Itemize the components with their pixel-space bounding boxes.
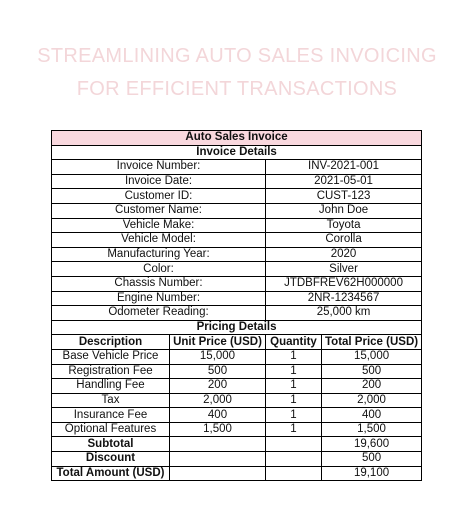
detail-row bbox=[52, 306, 422, 321]
detail-value[interactable]: Corolla bbox=[266, 233, 422, 248]
invoice-title: Auto Sales Invoice bbox=[52, 131, 422, 146]
pricing-row bbox=[52, 349, 422, 364]
detail-value[interactable]: CUST-123 bbox=[266, 189, 422, 204]
pricing-description[interactable]: Base Vehicle Price bbox=[52, 349, 170, 364]
detail-value[interactable]: 2NR-1234567 bbox=[266, 291, 422, 306]
detail-value[interactable]: John Doe bbox=[266, 203, 422, 218]
pricing-unit-price[interactable]: 400 bbox=[170, 408, 266, 423]
detail-label[interactable]: Manufacturing Year: bbox=[52, 247, 266, 262]
detail-row bbox=[52, 160, 422, 175]
pricing-row bbox=[52, 393, 422, 408]
pricing-total[interactable]: 15,000 bbox=[322, 349, 422, 364]
discount-row bbox=[52, 452, 422, 467]
detail-row bbox=[52, 189, 422, 204]
detail-label[interactable]: Invoice Date: bbox=[52, 174, 266, 189]
pricing-total[interactable]: 2,000 bbox=[322, 393, 422, 408]
detail-label[interactable]: Invoice Number: bbox=[52, 160, 266, 175]
pricing-quantity[interactable]: 1 bbox=[266, 349, 322, 364]
pricing-quantity[interactable]: 1 bbox=[266, 379, 322, 394]
subtotal-label[interactable]: Subtotal bbox=[52, 437, 170, 452]
empty-cell[interactable] bbox=[266, 466, 322, 481]
detail-label[interactable]: Engine Number: bbox=[52, 291, 266, 306]
pricing-details-heading: Pricing Details bbox=[52, 320, 422, 335]
detail-row bbox=[52, 262, 422, 277]
detail-value[interactable]: INV-2021-001 bbox=[266, 160, 422, 175]
discount-label[interactable]: Discount bbox=[52, 452, 170, 467]
pricing-header-row bbox=[52, 335, 422, 350]
detail-value[interactable]: JTDBFREV62H000000 bbox=[266, 276, 422, 291]
detail-label[interactable]: Customer ID: bbox=[52, 189, 266, 204]
subtotal-value[interactable]: 19,600 bbox=[322, 437, 422, 452]
column-header-total-price[interactable]: Total Price (USD) bbox=[322, 335, 422, 350]
subtotal-row bbox=[52, 437, 422, 452]
detail-label[interactable]: Color: bbox=[52, 262, 266, 277]
column-header-quantity[interactable]: Quantity bbox=[266, 335, 322, 350]
detail-row bbox=[52, 174, 422, 189]
pricing-unit-price[interactable]: 15,000 bbox=[170, 349, 266, 364]
discount-value[interactable]: 500 bbox=[322, 452, 422, 467]
detail-value[interactable]: Silver bbox=[266, 262, 422, 277]
detail-row bbox=[52, 203, 422, 218]
pricing-row bbox=[52, 422, 422, 437]
pricing-description[interactable]: Handling Fee bbox=[52, 379, 170, 394]
detail-label[interactable]: Customer Name: bbox=[52, 203, 266, 218]
empty-cell[interactable] bbox=[266, 437, 322, 452]
total-amount-label[interactable]: Total Amount (USD) bbox=[52, 466, 170, 481]
total-amount-value[interactable]: 19,100 bbox=[322, 466, 422, 481]
pricing-total[interactable]: 500 bbox=[322, 364, 422, 379]
pricing-total[interactable]: 400 bbox=[322, 408, 422, 423]
pricing-row bbox=[52, 408, 422, 423]
detail-label[interactable]: Vehicle Model: bbox=[52, 233, 266, 248]
pricing-unit-price[interactable]: 1,500 bbox=[170, 422, 266, 437]
pricing-unit-price[interactable]: 2,000 bbox=[170, 393, 266, 408]
page-heading bbox=[0, 40, 474, 106]
heading-line-1: STREAMLINING AUTO SALES INVOICING bbox=[37, 45, 437, 67]
detail-value[interactable]: 25,000 km bbox=[266, 306, 422, 321]
column-header-description[interactable]: Description bbox=[52, 335, 170, 350]
empty-cell[interactable] bbox=[266, 452, 322, 467]
total-amount-row bbox=[52, 466, 422, 481]
pricing-description[interactable]: Tax bbox=[52, 393, 170, 408]
pricing-description[interactable]: Optional Features bbox=[52, 422, 170, 437]
detail-row bbox=[52, 218, 422, 233]
detail-row bbox=[52, 276, 422, 291]
pricing-total[interactable]: 1,500 bbox=[322, 422, 422, 437]
invoice-table bbox=[51, 130, 422, 481]
detail-value[interactable]: Toyota bbox=[266, 218, 422, 233]
detail-value[interactable]: 2020 bbox=[266, 247, 422, 262]
detail-row bbox=[52, 247, 422, 262]
detail-row bbox=[52, 291, 422, 306]
pricing-row bbox=[52, 379, 422, 394]
pricing-description[interactable]: Insurance Fee bbox=[52, 408, 170, 423]
pricing-quantity[interactable]: 1 bbox=[266, 408, 322, 423]
pricing-unit-price[interactable]: 500 bbox=[170, 364, 266, 379]
pricing-unit-price[interactable]: 200 bbox=[170, 379, 266, 394]
pricing-quantity[interactable]: 1 bbox=[266, 364, 322, 379]
pricing-quantity[interactable]: 1 bbox=[266, 393, 322, 408]
empty-cell[interactable] bbox=[170, 437, 266, 452]
empty-cell[interactable] bbox=[170, 452, 266, 467]
column-header-unit-price[interactable]: Unit Price (USD) bbox=[170, 335, 266, 350]
invoice-details-heading: Invoice Details bbox=[52, 145, 422, 160]
detail-row bbox=[52, 233, 422, 248]
detail-label[interactable]: Odometer Reading: bbox=[52, 306, 266, 321]
detail-label[interactable]: Vehicle Make: bbox=[52, 218, 266, 233]
detail-value[interactable]: 2021-05-01 bbox=[266, 174, 422, 189]
pricing-row bbox=[52, 364, 422, 379]
heading-line-2: FOR EFFICIENT TRANSACTIONS bbox=[76, 78, 398, 100]
empty-cell[interactable] bbox=[170, 466, 266, 481]
detail-label[interactable]: Chassis Number: bbox=[52, 276, 266, 291]
pricing-quantity[interactable]: 1 bbox=[266, 422, 322, 437]
pricing-total[interactable]: 200 bbox=[322, 379, 422, 394]
pricing-description[interactable]: Registration Fee bbox=[52, 364, 170, 379]
